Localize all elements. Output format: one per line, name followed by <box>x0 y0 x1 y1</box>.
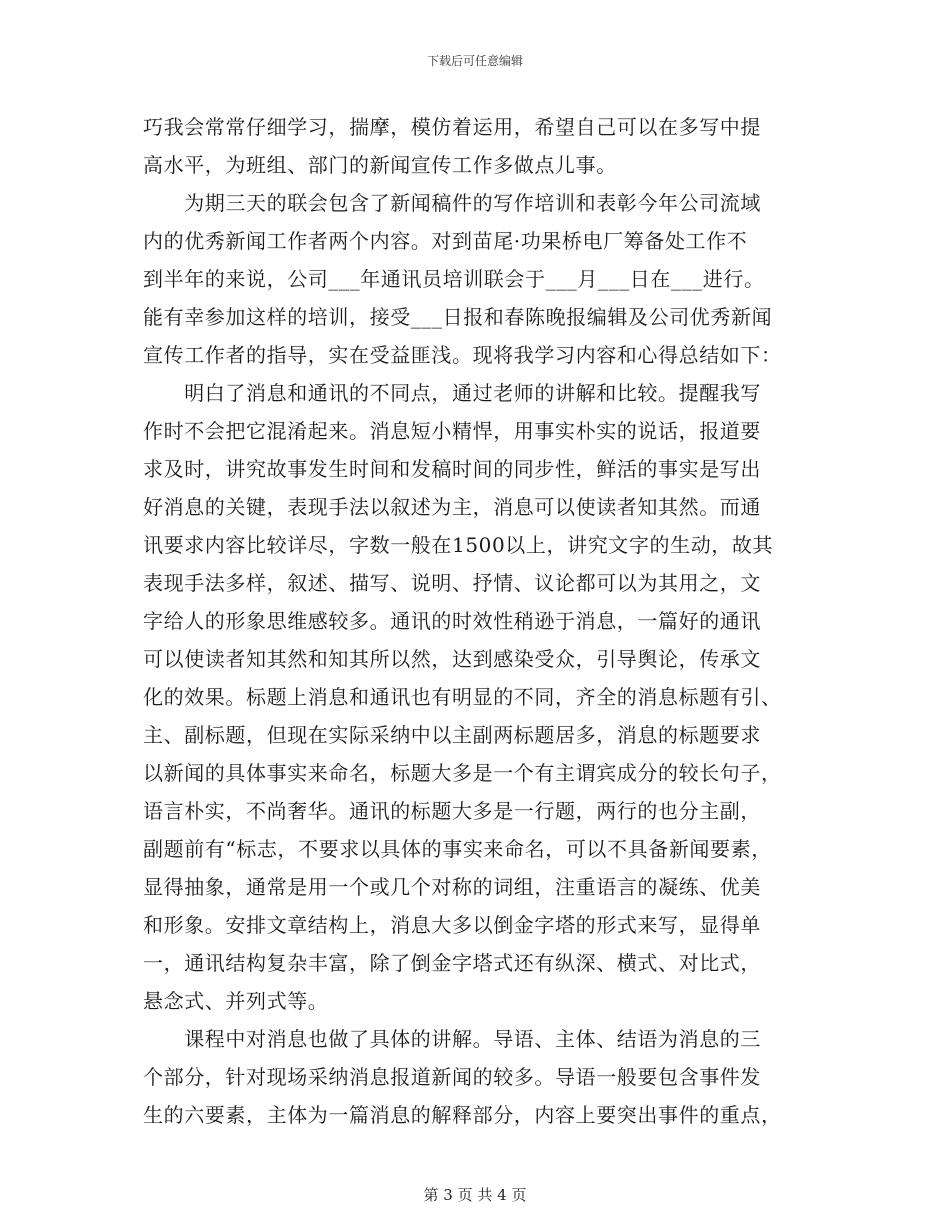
text-line: 明白了消息和通讯的不同点，通过老师的讲解和比较。提醒我写 <box>143 381 761 405</box>
text-line: 可以使读者知其然和知其所以然，达到感染受众，引导舆论，传承文 <box>143 647 761 671</box>
text-line: 内的优秀新闻工作者两个内容。对到苗尾·功果桥电厂筹备处工作不 <box>143 229 748 253</box>
text-line: 作时不会把它混淆起来。消息短小精悍，用事实朴实的说话，报道要 <box>143 419 761 443</box>
text-line: 好消息的关键，表现手法以叙述为主，消息可以使读者知其然。而通 <box>143 495 761 519</box>
page-number: 第 3 页 共 4 页 <box>423 1186 527 1204</box>
text-line: 巧我会常常仔细学习，揣摩，模仿着运用，希望自己可以在多写中提 <box>143 115 761 139</box>
text-line: 能有幸参加这样的培训，接受___日报和春陈晚报编辑及公司优秀新闻 <box>143 305 773 329</box>
text-line: 和形象。安排文章结构上，消息大多以倒金字塔的形式来写，显得单 <box>143 913 761 937</box>
text-line: 显得抽象，通常是用一个或几个对称的词组，注重语言的凝练、优美 <box>143 875 761 899</box>
text-line: 副题前有“标志，不要求以具体的事实来命名，可以不具备新闻要素， <box>143 837 772 861</box>
page-header-note: 下载后可任意编辑 <box>426 54 523 68</box>
text-line: 一，通讯结构复杂丰富，除了倒金字塔式还有纵深、横式、对比式， <box>143 951 761 975</box>
text-line: 讯要求内容比较详尽，字数一般在1500以上，讲究文字的生动，故其 <box>143 533 774 557</box>
text-line: 字给人的形象思维感较多。通讯的时效性稍逊于消息，一篇好的通讯 <box>143 609 761 633</box>
text-line: 生的六要素，主体为一篇消息的解释部分，内容上要突出事件的重点， <box>143 1103 782 1127</box>
text-line: 高水平，为班组、部门的新闻宣传工作多做点儿事。 <box>143 153 617 177</box>
text-line: 宣传工作者的指导，实在受益匪浅。现将我学习内容和心得总结如下： <box>143 343 782 367</box>
text-line: 悬念式、并列式等。 <box>143 989 329 1013</box>
text-line: 课程中对消息也做了具体的讲解。导语、主体、结语为消息的三 <box>143 1027 761 1051</box>
text-line: 求及时，讲究故事发生时间和发稿时间的同步性，鲜活的事实是写出 <box>143 457 761 481</box>
text-line: 到半年的来说，公司___年通讯员培训联会于___月___日在___进行。 <box>143 267 765 291</box>
text-line: 化的效果。标题上消息和通讯也有明显的不同，齐全的消息标题有引、 <box>143 685 782 709</box>
text-line: 为期三天的联会包含了新闻稿件的写作培训和表彰今年公司流域 <box>143 191 761 215</box>
document-body <box>143 108 813 1134</box>
text-line: 语言朴实，不尚奢华。通讯的标题大多是一行题，两行的也分主副， <box>143 799 761 823</box>
text-line: 个部分，针对现场采纳消息报道新闻的较多。导语一般要包含事件发 <box>143 1065 761 1089</box>
text-line: 以新闻的具体事实来命名，标题大多是一个有主谓宾成分的较长句子， <box>143 761 782 785</box>
text-line: 表现手法多样，叙述、描写、说明、抒情、议论都可以为其用之，文 <box>143 571 761 595</box>
text-line: 主、副标题，但现在实际采纳中以主副两标题居多，消息的标题要求 <box>143 723 761 747</box>
